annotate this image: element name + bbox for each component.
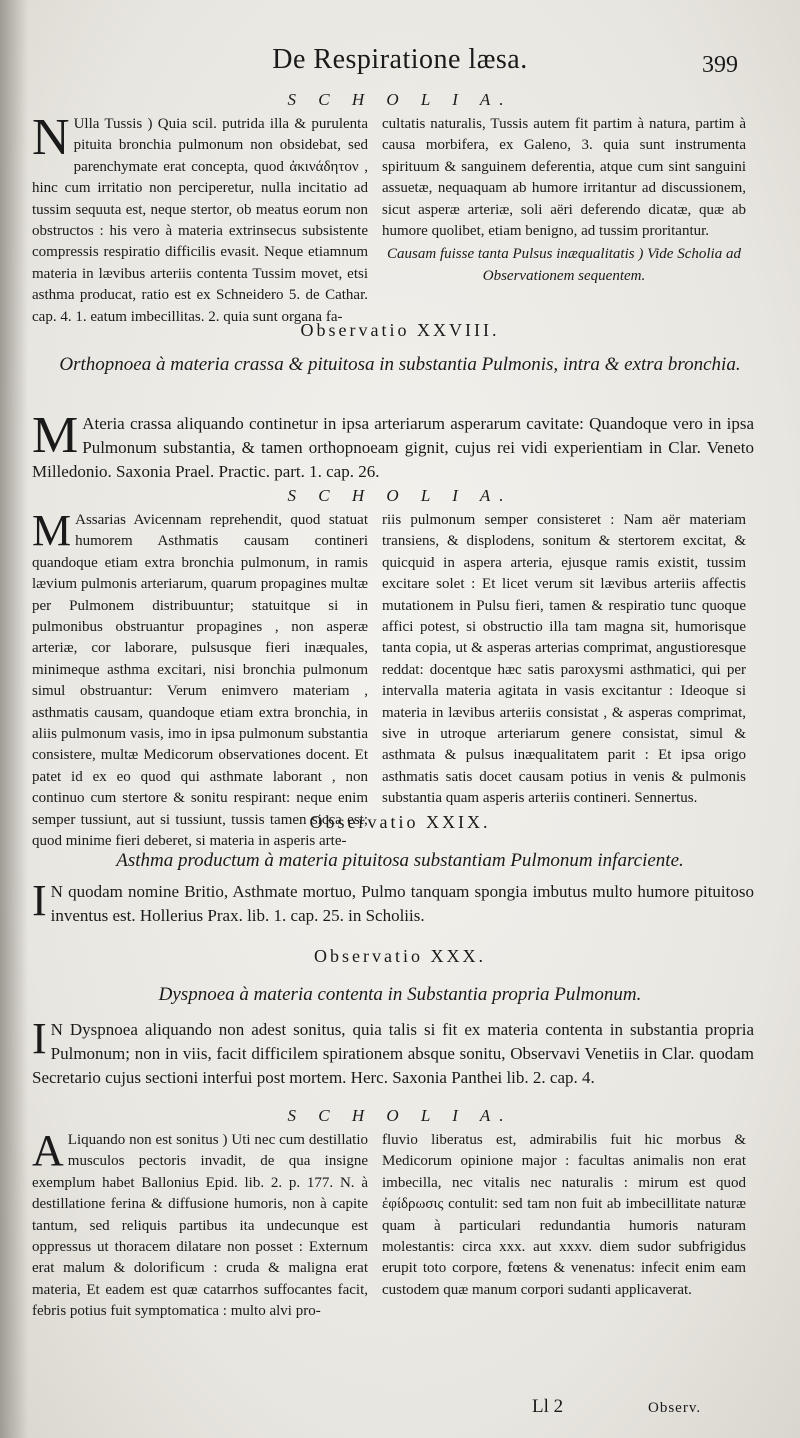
drop-cap: I <box>32 876 47 925</box>
scholia-3-left-text: Liquando non est sonitus ) Uti nec cum destillatio musculos pectoris invadit, de qua insigne exemplum habet Ballonius Epid. lib. 2. p. 177. N. à destillatione ferina & diffusione humoris, non à capite tantum, sed reliquis partibus ita undecunque est oppressus ut thoracem dilatare non posset : Externum erat malum & dolorificum : cruda & maligna erat materia, Et eadem est quæ catarrhos suffocantes facit, febris potius fuit symptomatica : multo alvi pro- <box>32 1132 368 1320</box>
observatio-29-heading: Observatio XXIX. <box>309 812 491 832</box>
drop-cap: M <box>32 506 72 555</box>
scholia-3-right-column <box>382 1130 746 1301</box>
scholia-2-left-column <box>32 506 368 853</box>
scholia-1-right-column <box>382 114 746 287</box>
drop-cap: A <box>32 1126 64 1175</box>
drop-cap: N <box>32 109 70 166</box>
gutter-shadow <box>0 0 28 1438</box>
scholia-heading-1: S C H O L I A. <box>287 90 513 109</box>
page-number: 399 <box>702 52 738 78</box>
observatio-29-body <box>32 876 754 928</box>
observatio-29-subtitle: Asthma productum à materia pituitosa substantiam Pulmonum infarciente. <box>116 850 684 871</box>
observatio-30-text: N Dyspnoea aliquando non adest sonitus, quia talis si fit ex materia contenta in substantia propria Pulmonum; non in viis, facit difficilem spirationem absque sonitu, Observavi Venetiis in Clar. quodam Secretario cujus sectioni interfui post mortem. Herc. Saxonia Panthei lib. 2. cap. 4. <box>32 1020 754 1087</box>
scholia-2-right-column <box>382 510 746 810</box>
observatio-28-heading: Observatio XXVIII. <box>300 320 500 340</box>
scholia-3-right-text: fluvio liberatus est, admirabilis fuit hic morbus & Medicorum opinione major : facultas animalis non erat imbecilla, nec vitalis nec naturalis : mirum est quod ἐφίδρωσις contulit: sed tam non fuit ab imbecillitate naturæ quam à particulari redundantia humoris naturam molestantis: circa xxx. aut xxxv. diem sudor subfrigidus erupit toto corpore, fœtens & venenatus: infecit enim eam custodem quæ manum corpori sudanti applicaverat. <box>382 1132 746 1298</box>
scholia-1-left-column <box>32 109 368 328</box>
scholia-3-left-column <box>32 1126 368 1323</box>
scholia-1-note: Causam fuisse tanta Pulsus inæqualitatis ) Vide Scholia ad Observationem sequentem. <box>387 246 741 284</box>
scholia-1-left-text: Ulla Tussis ) Quia scil. putrida illa & purulenta pituita bronchia pulmonum non obsidebat, sed parenchymate erat concepta, quod ἀκινάδητον , hinc cum irritatio non perciperetur, nulla incitatio ad tussim sequuta est, neque stertor, ob meatus eorum non obstructos : his vero à materia extrinsecus subsistente compressis respiratio difficilis evasit. Neque etiamnum materia in lævibus arteriis contenta Tussim movet, etsi asthma producat, ratio est ex Schneidero 5. de Cathar. cap. 4. 1. eatum imbecillitas. 2. quia sunt organa fa- <box>32 116 368 325</box>
observatio-28-subtitle: Orthopnoea à materia crassa & pituitosa in substantia Pulmonis, intra & extra bronchia. <box>59 354 741 375</box>
observatio-30-heading: Observatio XXX. <box>314 946 486 966</box>
observatio-29-text: N quodam nomine Britio, Asthmate mortuo, Pulmo tanquam spongia imbutus multo humore pituitoso inventus est. Hollerius Prax. lib. 1. cap. 25. in Scholiis. <box>50 882 754 925</box>
observatio-30-subtitle: Dyspnoea à materia contenta in Substantia propria Pulmonum. <box>158 984 642 1005</box>
catchword: Observ. <box>648 1400 702 1416</box>
scholia-2-left-text: Assarias Avicennam reprehendit, quod statuat humorem Asthmatis causam contineri quandoque etiam extra bronchia pulmonum, in ramis lævium pulmonis arteriarum, quarum propagines multæ per Pulmonem distribuuntur; statuitque si in pulmonibus obstruantur propagines , non asperæ arteriæ, cor laborare, pulsusque fieri inæquales, minimeque asthma excitari, nisi bronchia pulmonum simul obstruantur: Verum enimvero materiam , asthmatis causam, quandoque etiam extra bronchia, in aliis pulmonum vasis, imo in ipsa pulmonum substantia consistere, multæ Medicorum observationes docent. Et patet id ex eo quod qui asthmate laborant , non continuo cum stertore & sonitu respirant: neque enim semper tussiunt, aut si tussiunt, tussis tamen sicca est; quod minime fieri deberet, si materia in asperis arte- <box>32 512 368 850</box>
running-title: De Respiratione læsa. <box>272 44 528 75</box>
observatio-30-body <box>32 1014 754 1090</box>
scholia-1-right-text: cultatis naturalis, Tussis autem fit partim à natura, partim à causa morbifera, ex Galeno, 3. quia sunt instrumenta spirituum & sanguinem deferentia, atque cum sint sanguini assuetæ, nequaquam ab humore irritantur ad discussionem, sicut asperæ arteriæ, soli aëri deferendo dicatæ, quæ ab humore quolibet, etiam benigno, ad tussim proritantur. <box>382 116 746 240</box>
observatio-28-text: Ateria crassa aliquando continetur in ipsa arteriarum asperarum cavitate: Quandoque vero in ipsa Pulmonum substantia, & tamen orthopnoeam gignit, cujus rei vidi experientiam in Clar. Veneto Milledonio. Saxonia Prael. Practic. part. 1. cap. 26. <box>32 414 754 481</box>
drop-cap: I <box>32 1014 47 1063</box>
drop-cap: M <box>32 407 79 464</box>
signature-mark: Ll 2 <box>532 1396 564 1417</box>
observatio-28-body <box>32 407 754 484</box>
scholia-2-right-text: riis pulmonum semper consisteret : Nam aër materiam transiens, & displodens, sonitum & stertorem excitat, & quicquid in aspera arteria, ejusque ramis existit, tussim excitare solet : Et licet verum sit lævibus arteriis affectis mutationem in Pulsu fieri, tamen & respiratio tunc quoque affici potest, si obstructio illa tam magna sit, humorisque tanta copia, ut & asperas arterias comprimat, angustioresque reddat: docentque hæc satis paroxysmi asthmatici, qui per intervalla materia agitata in vasis excitantur : Ideoque si materia in lævibus arteriis consistat , & asperas comprimat, sive in utroque arteriarum genere consistat, simul & asthmata & pulsus inæqualitatem parit : Et ipsa origo asthmatis satis docet causam potius in venis & pulmonis substantia quam asperis arteriis contineri. Sennertus. <box>382 512 746 807</box>
scholia-heading-3: S C H O L I A. <box>287 1106 513 1125</box>
scholia-heading-2: S C H O L I A. <box>287 486 513 505</box>
